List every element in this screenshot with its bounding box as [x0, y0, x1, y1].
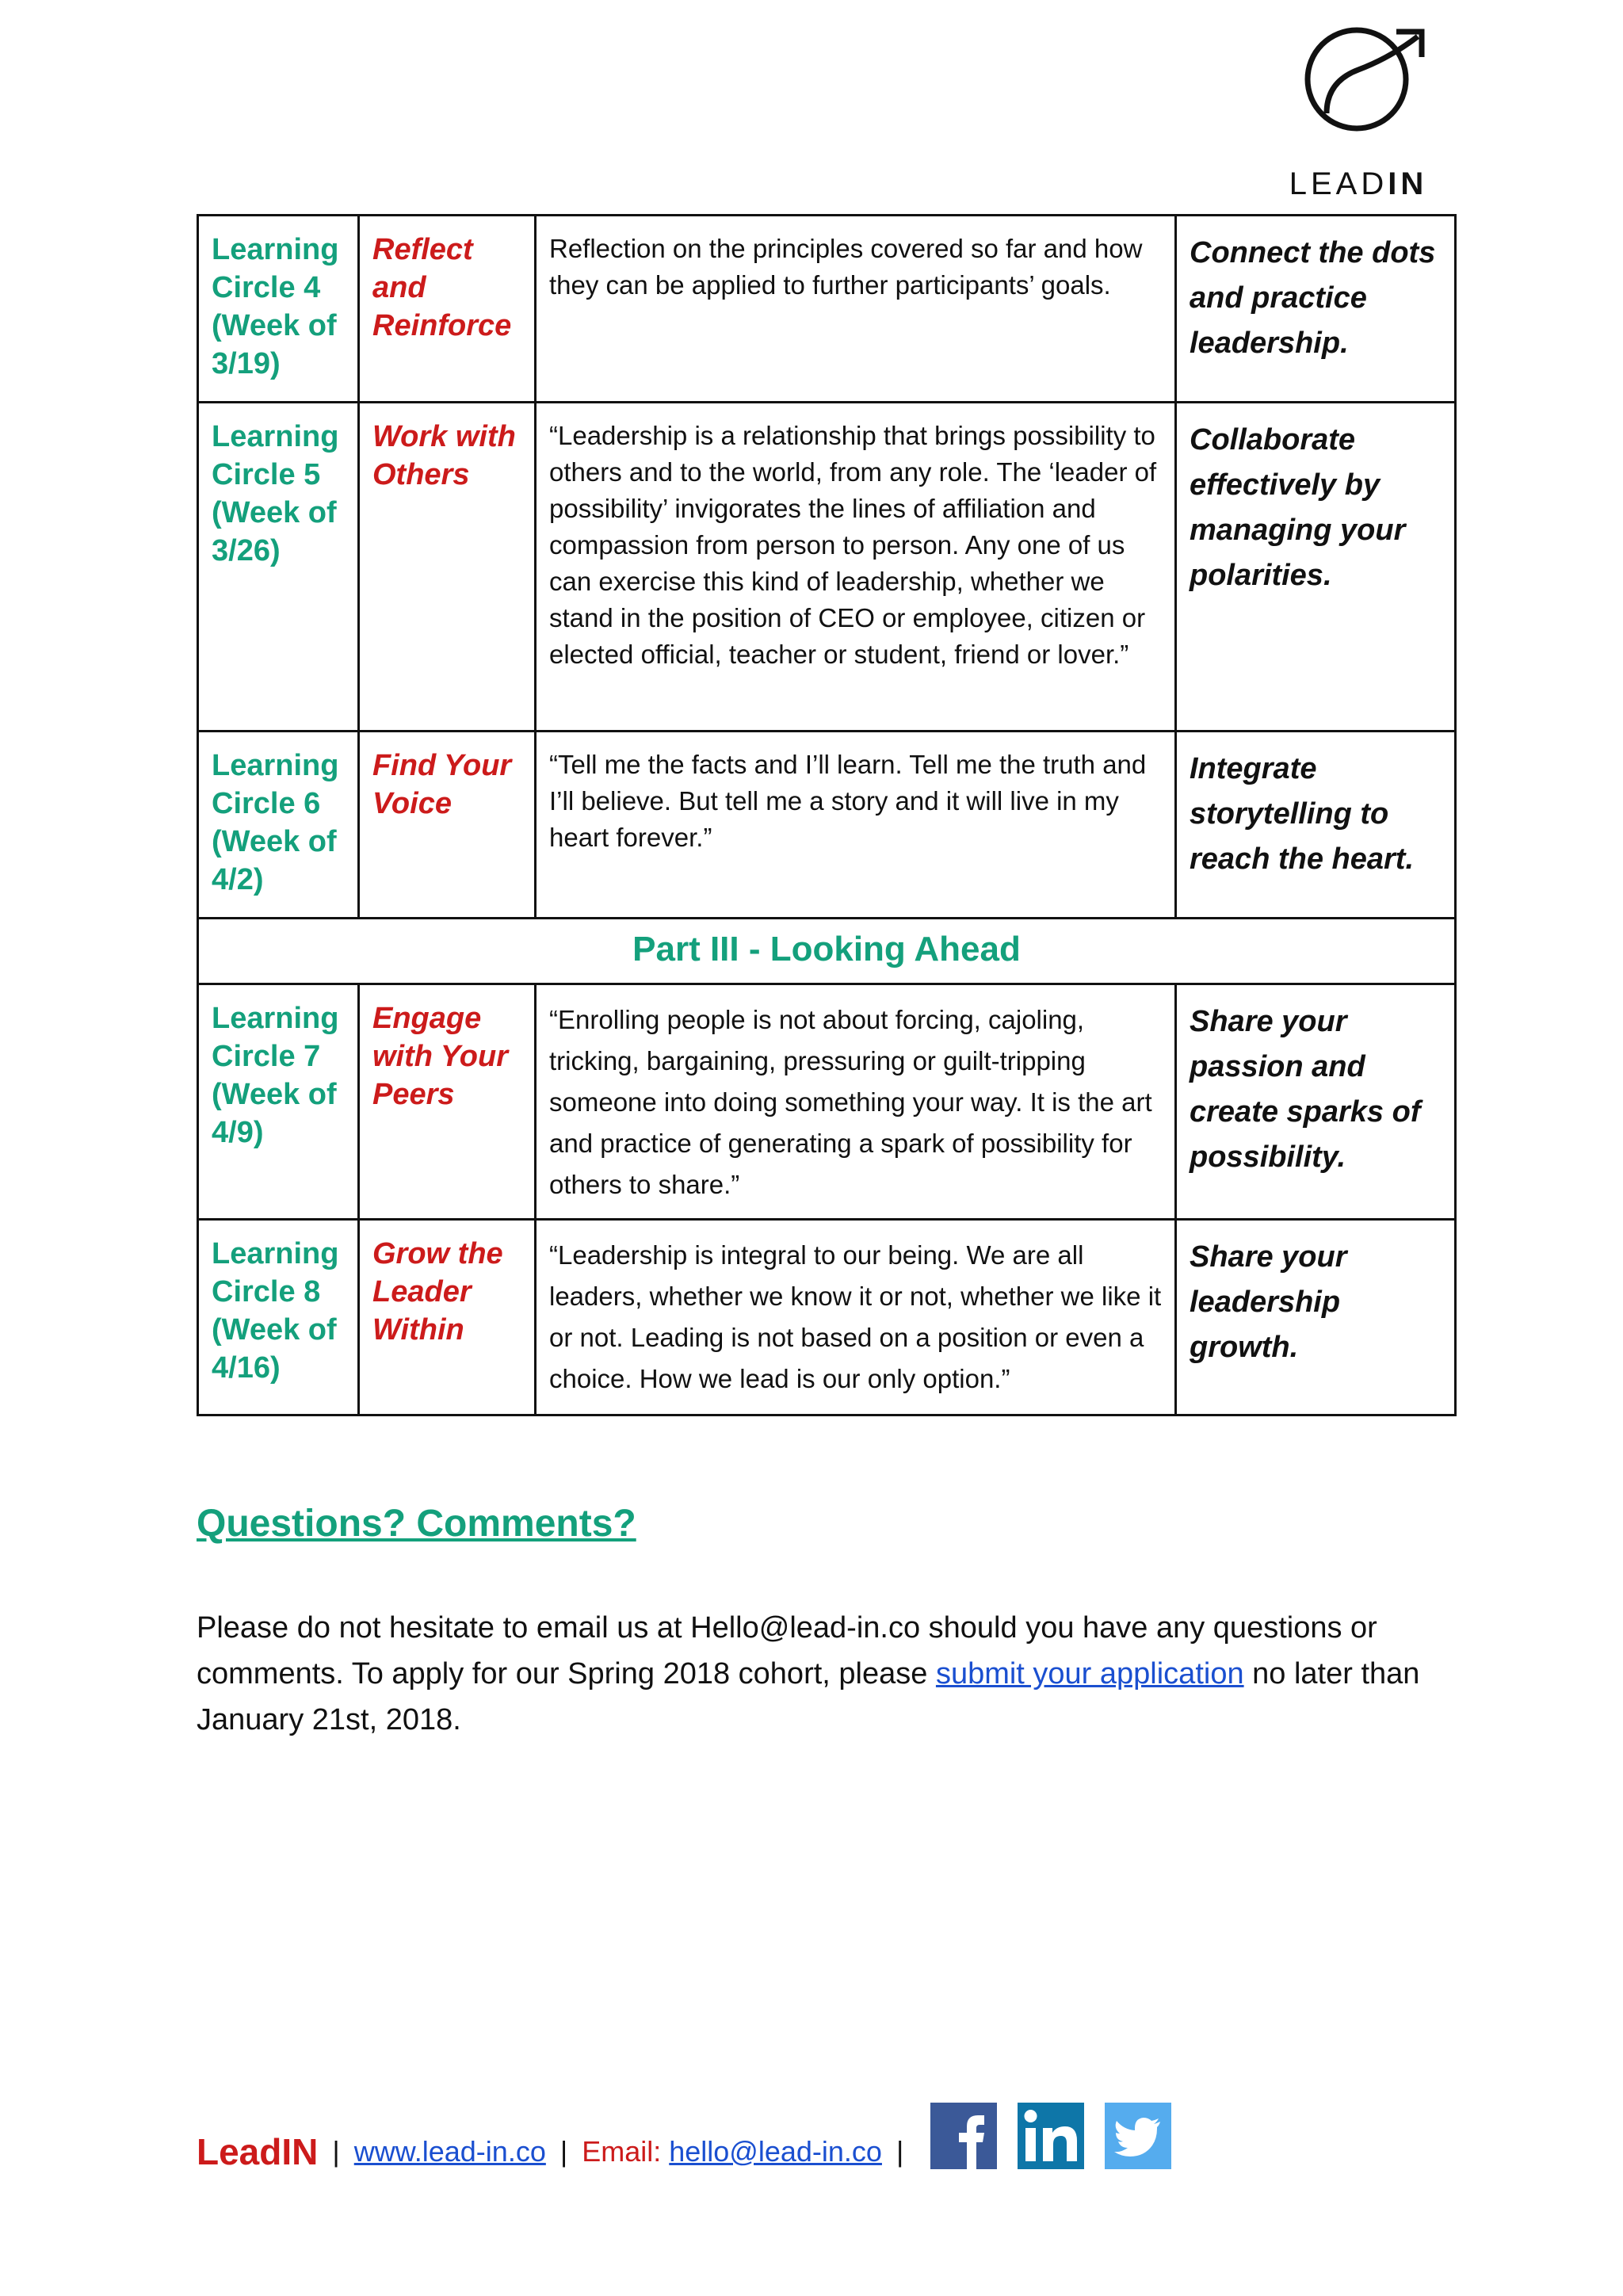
twitter-icon[interactable]	[1105, 2103, 1171, 2169]
theme-label: Work with Others	[372, 420, 516, 491]
footer	[197, 2116, 1465, 2187]
goal: Share your leadership growth.	[1190, 1240, 1347, 1364]
leadin-logo	[1279, 14, 1438, 201]
schedule-table	[197, 214, 1457, 1416]
goal: Connect the dots and practice leadership.	[1190, 236, 1436, 360]
leadin-logo-mark	[1295, 14, 1430, 157]
theme-label: Grow the Leader Within	[372, 1237, 503, 1347]
circle-label: Learning Circle 8 (Week of 4/16)	[212, 1237, 339, 1385]
footer-separator: |	[559, 2135, 568, 2168]
theme-label: Engage with Your Peers	[372, 1002, 508, 1111]
footer-separator: |	[896, 2135, 904, 2168]
footer-email-label: Email:	[582, 2135, 662, 2168]
circle-label: Learning Circle 6 (Week of 4/2)	[212, 749, 339, 896]
description: “Tell me the facts and I’ll learn. Tell me the truth and I’ll believe. But tell me a story and it will live in my heart forever.”	[549, 750, 1147, 852]
linkedin-icon[interactable]	[1018, 2103, 1084, 2169]
description: “Leadership is a relationship that brings possibility to others and to the world, from any role. The ‘leader of possibility’ invigorates the lines of affiliation and compassion from person to person. Any one of us can exercise this kind of leadership, whether we stand in the position of CEO or employee, citizen or elected official, teacher or student, friend or lover.”	[549, 421, 1157, 669]
submit-application-link[interactable]: submit your application	[935, 1657, 1244, 1690]
facebook-icon[interactable]	[930, 2103, 997, 2169]
footer-brand: LeadIN	[197, 2131, 319, 2172]
goal: Collaborate effectively by managing your polarities.	[1190, 423, 1406, 592]
questions-text-before: Please do not hesitate to email us at Hello@lead-in.co should you have any questions or comments. To apply for our Spring 2018 cohort, please	[197, 1611, 1377, 1690]
questions-paragraph	[197, 1605, 1465, 1743]
footer-separator: |	[332, 2135, 340, 2168]
social-icons	[930, 2103, 1171, 2169]
circle-label: Learning Circle 4 (Week of 3/19)	[212, 233, 339, 380]
table-row	[198, 216, 1456, 403]
footer-email-link[interactable]: hello@lead-in.co	[669, 2135, 882, 2168]
theme-label: Reflect and Reinforce	[372, 233, 512, 342]
part-title: Part III - Looking Ahead	[632, 930, 1021, 968]
circle-label: Learning Circle 5 (Week of 3/26)	[212, 420, 339, 567]
description: Reflection on the principles covered so far and how they can be applied to further participants’ goals.	[549, 234, 1143, 300]
footer-website-link[interactable]: www.lead-in.co	[353, 2135, 546, 2168]
part-heading-row	[198, 919, 1456, 984]
description: “Leadership is integral to our being. We are all leaders, whether we know it or not, whether we like it or not. Leading is not based on a position or even a choice. How we lead is our only option.”	[549, 1240, 1162, 1393]
goal: Share your passion and create sparks of possibility.	[1190, 1005, 1421, 1174]
theme-label: Find Your Voice	[372, 749, 512, 820]
table-row	[198, 984, 1456, 1220]
logo-wordmark: LEADIN	[1289, 166, 1428, 201]
goal: Integrate storytelling to reach the heart.	[1190, 752, 1414, 876]
table-row	[198, 1220, 1456, 1415]
questions-heading: Questions? Comments?	[197, 1503, 636, 1545]
questions-text-after: no later than January 21st, 2018.	[197, 1657, 1420, 1736]
table-row	[198, 403, 1456, 732]
circle-label: Learning Circle 7 (Week of 4/9)	[212, 1002, 339, 1149]
description: “Enrolling people is not about forcing, cajoling, tricking, bargaining, pressuring or guilt-tripping someone into doing something your way. It is the art and practice of generating a spark of possibility for others to share.”	[549, 1005, 1152, 1199]
table-row	[198, 732, 1456, 919]
